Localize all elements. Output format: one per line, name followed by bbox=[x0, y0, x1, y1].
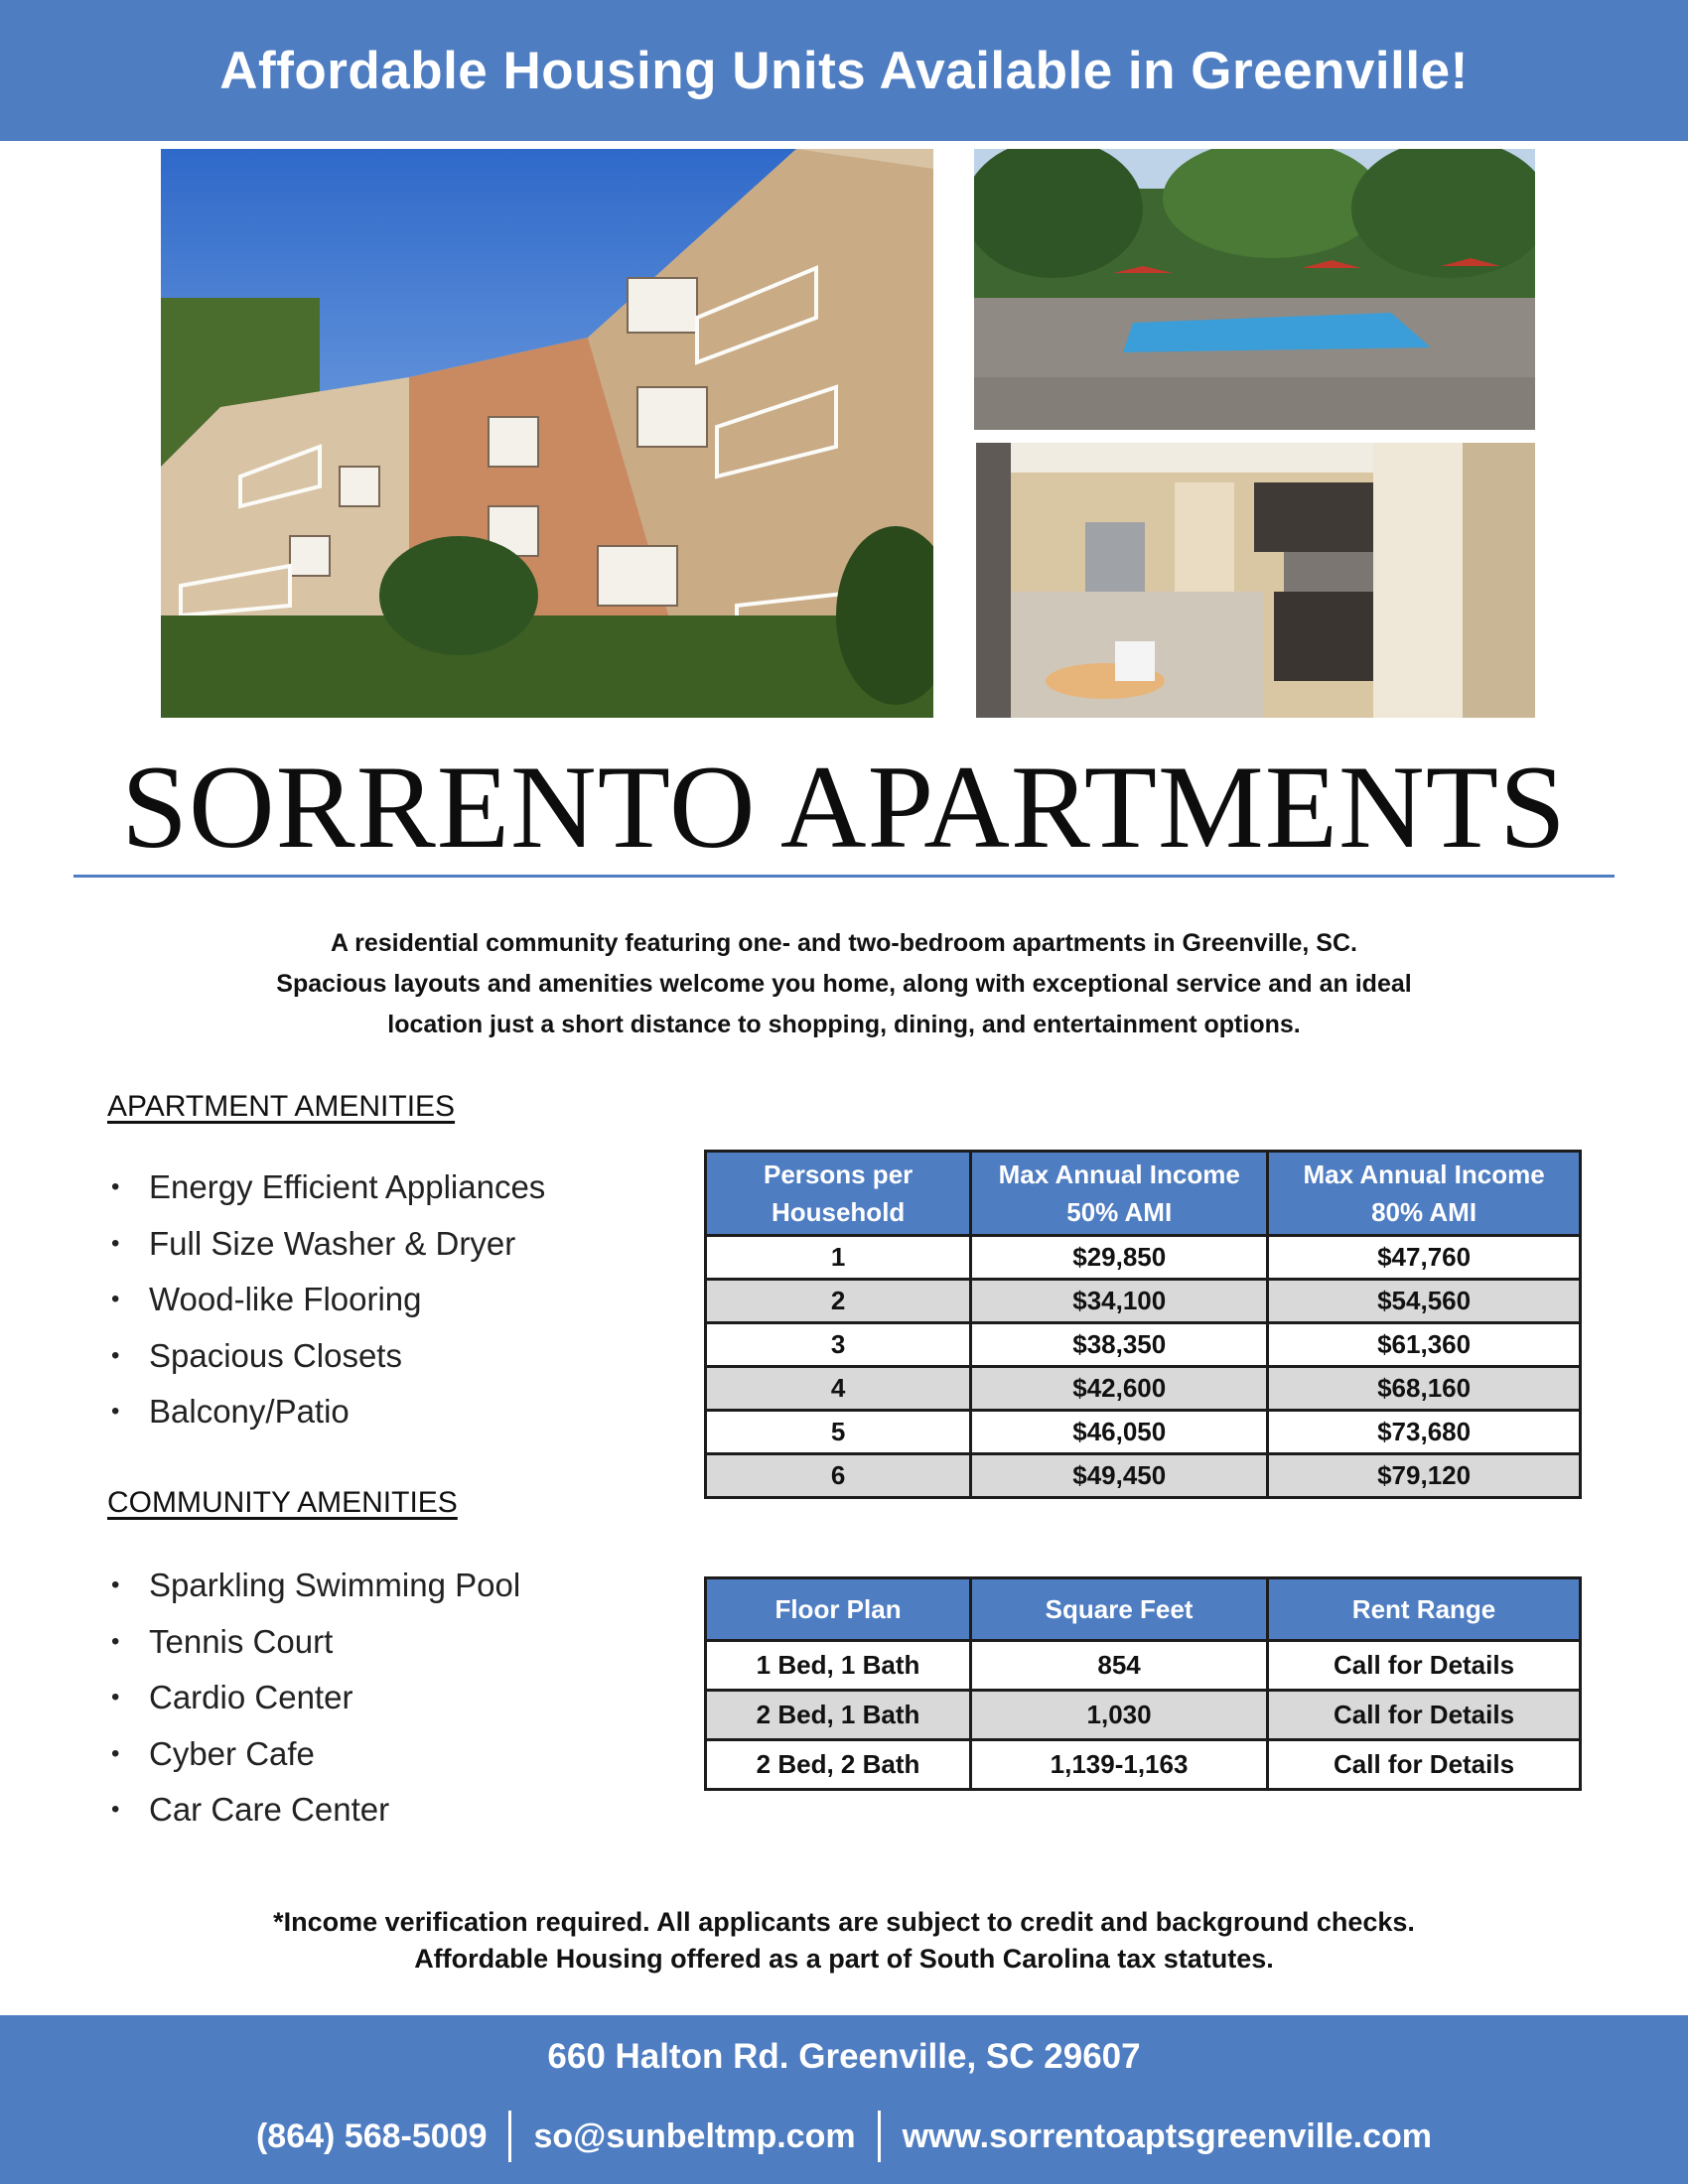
bullet-icon: • bbox=[111, 1627, 120, 1655]
bullet-icon: • bbox=[111, 1286, 120, 1312]
description-line: A residential community featuring one- and two-bedroom apartments in Greenville, SC. bbox=[331, 929, 1357, 957]
property-title: SORRENTO APARTMENTS bbox=[121, 741, 1567, 873]
table-row: 3 $38,350 $61,360 bbox=[706, 1323, 1581, 1367]
bullet-icon: • bbox=[111, 1341, 120, 1369]
table-header-row bbox=[706, 1152, 1581, 1236]
list-item: • Car Care Center bbox=[107, 1782, 520, 1839]
bullet-icon: • bbox=[111, 1173, 120, 1200]
phone-link[interactable]: (864) 568-5009 bbox=[255, 2116, 488, 2155]
bullet-icon: • bbox=[111, 1229, 120, 1257]
bullet-icon: • bbox=[111, 1739, 120, 1767]
disclaimer-line: Affordable Housing offered as a part of South Carolina tax statutes. bbox=[414, 1944, 1274, 1974]
bullet-icon: • bbox=[111, 1684, 120, 1710]
table-row: 4 $42,600 $68,160 bbox=[706, 1367, 1581, 1411]
property-description bbox=[149, 923, 1539, 1045]
kitchen-photo bbox=[976, 443, 1535, 718]
list-item: • Energy Efficient Appliances bbox=[107, 1160, 545, 1216]
pool-photo bbox=[974, 149, 1535, 430]
list-item: • Spacious Closets bbox=[107, 1328, 545, 1385]
email-link[interactable]: so@sunbeltmp.com bbox=[533, 2116, 856, 2155]
website-link[interactable]: www.sorrentoaptsgreenville.com bbox=[902, 2116, 1433, 2155]
list-item: • Tennis Court bbox=[107, 1614, 520, 1671]
title-divider bbox=[73, 875, 1615, 878]
footer-contacts bbox=[0, 2111, 1688, 2162]
disclaimer-line: *Income verification required. All applicants are subject to credit and background checks. bbox=[273, 1907, 1415, 1937]
table-row: 5 $46,050 $73,680 bbox=[706, 1411, 1581, 1454]
list-item: • Balcony/Patio bbox=[107, 1384, 545, 1440]
banner-headline: Affordable Housing Units Available in Greenville! bbox=[219, 41, 1469, 100]
divider bbox=[878, 2111, 881, 2162]
column-header-rent-range: Rent Range bbox=[1268, 1578, 1581, 1641]
table-row: 6 $49,450 $79,120 bbox=[706, 1454, 1581, 1498]
table-row: 2 $34,100 $54,560 bbox=[706, 1280, 1581, 1323]
description-line: Spacious layouts and amenities welcome you home, along with exceptional service and an ideal bbox=[276, 970, 1412, 998]
list-item: • Wood-like Flooring bbox=[107, 1272, 545, 1328]
column-header-50-ami: Max Annual Income 50% AMI bbox=[971, 1152, 1268, 1236]
table-row: 2 Bed, 2 Bath 1,139-1,163 Call for Details bbox=[706, 1740, 1581, 1790]
column-header-square-feet: Square Feet bbox=[971, 1578, 1268, 1641]
list-item: • Cardio Center bbox=[107, 1670, 520, 1726]
bullet-icon: • bbox=[111, 1796, 120, 1823]
income-limits-table bbox=[704, 1150, 1582, 1499]
disclaimer bbox=[0, 1904, 1688, 1978]
floor-plan-table bbox=[704, 1576, 1582, 1791]
bullet-icon: • bbox=[111, 1398, 120, 1425]
column-header-80-ami: Max Annual Income 80% AMI bbox=[1268, 1152, 1581, 1236]
list-item: • Cyber Cafe bbox=[107, 1726, 520, 1783]
top-banner bbox=[0, 0, 1688, 141]
footer bbox=[0, 2015, 1688, 2184]
footer-address: 660 Halton Rd. Greenville, SC 29607 bbox=[547, 2037, 1141, 2076]
apartment-amenities-heading: APARTMENT AMENITIES bbox=[107, 1090, 456, 1123]
divider bbox=[508, 2111, 511, 2162]
description-line: location just a short distance to shopping, dining, and entertainment options. bbox=[387, 1011, 1301, 1038]
column-header-floor-plan: Floor Plan bbox=[706, 1578, 971, 1641]
table-row: 1 $29,850 $47,760 bbox=[706, 1236, 1581, 1280]
community-amenities-list bbox=[107, 1558, 520, 1839]
list-item: • Sparkling Swimming Pool bbox=[107, 1558, 520, 1614]
table-row: 2 Bed, 1 Bath 1,030 Call for Details bbox=[706, 1691, 1581, 1740]
column-header-persons: Persons per Household bbox=[706, 1152, 971, 1236]
table-header-row bbox=[706, 1578, 1581, 1641]
apartment-amenities-list bbox=[107, 1160, 545, 1440]
bullet-icon: • bbox=[111, 1571, 120, 1598]
building-exterior-photo bbox=[161, 149, 933, 718]
community-amenities-heading: COMMUNITY AMENITIES bbox=[107, 1486, 458, 1519]
list-item: • Full Size Washer & Dryer bbox=[107, 1216, 545, 1273]
table-row: 1 Bed, 1 Bath 854 Call for Details bbox=[706, 1641, 1581, 1691]
